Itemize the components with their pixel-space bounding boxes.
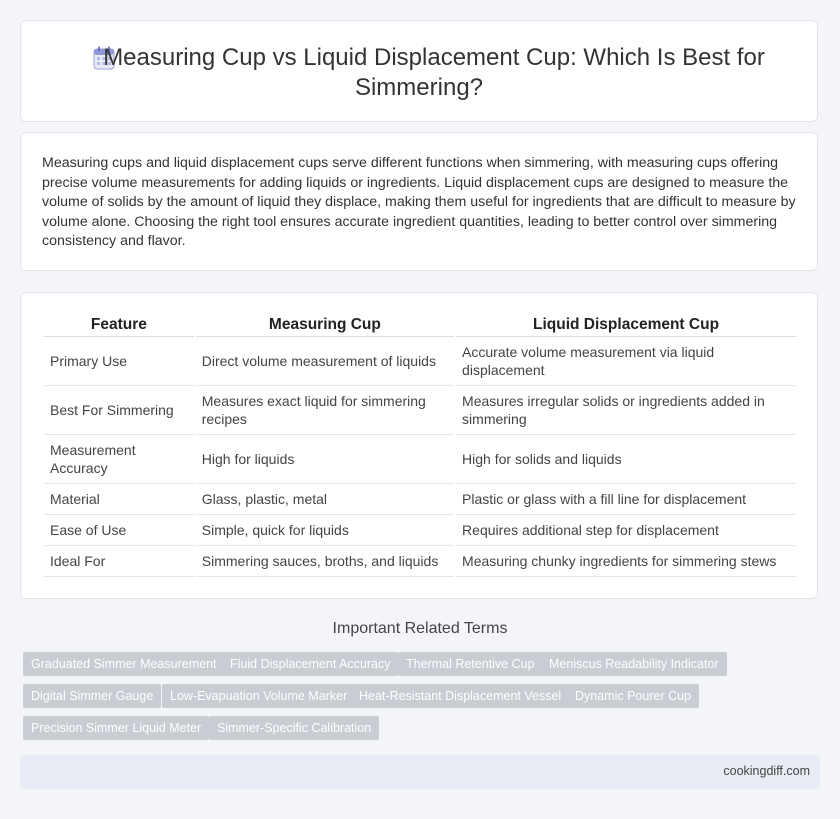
table-cell: Measuring chunky ingredients for simmering stews xyxy=(456,546,796,577)
table-cell: Measures exact liquid for simmering recipes xyxy=(196,386,454,435)
table-cell: Plastic or glass with a fill line for displacement xyxy=(456,484,796,515)
table-cell: Measures irregular solids or ingredients added in simmering xyxy=(456,386,796,435)
table-cell: Simple, quick for liquids xyxy=(196,515,454,546)
table-cell: High for solids and liquids xyxy=(456,435,796,484)
page-title-line-1: Measuring Cup vs Liquid Displacement Cup: Which Is Best for xyxy=(103,44,765,71)
header-feature: Feature xyxy=(44,314,194,337)
related-term-tag[interactable]: Fluid Displacement Accuracy xyxy=(222,652,398,676)
table-row xyxy=(44,337,796,386)
table-cell: Direct volume measurement of liquids xyxy=(196,337,454,386)
table-cell: Ideal For xyxy=(44,546,194,577)
page-title xyxy=(21,43,817,103)
related-term-tag[interactable]: Digital Simmer Gauge xyxy=(23,684,161,708)
footer-site-link[interactable]: cookingdiff.com xyxy=(723,764,810,778)
intro-text: Measuring cups and liquid displacement cups serve different functions when simmering, with measuring cups offering precise volume measurements for adding liquids or ingredients. Liquid displacement cups are designed to measure the volume of solids by the amount of liquid they displace, making them useful for ingredients that are difficult to measure by volume alone. Choosing the right tool ensures accurate ingredient quantities, leading to better control over simmering consistency and flavor. xyxy=(42,155,796,249)
table-cell: Simmering sauces, broths, and liquids xyxy=(196,546,454,577)
table-cell: Accurate volume measurement via liquid displacement xyxy=(456,337,796,386)
table-cell: Requires additional step for displacement xyxy=(456,515,796,546)
table-cell: Primary Use xyxy=(44,337,194,386)
page-title-line-2: Simmering? xyxy=(354,74,484,101)
table-cell: Material xyxy=(44,484,194,515)
table-cell: Best For Simmering xyxy=(44,386,194,435)
table-row xyxy=(44,435,796,484)
table-row xyxy=(44,386,796,435)
header-measuring-cup: Measuring Cup xyxy=(196,314,454,337)
comparison-card xyxy=(20,292,818,599)
related-term-tag[interactable]: Precision Simmer Liquid Meter xyxy=(23,716,209,740)
table-row xyxy=(44,484,796,515)
related-term-tag[interactable]: Dynamic Pourer Cup xyxy=(567,684,699,708)
related-terms-title: Important Related Terms xyxy=(332,620,508,637)
intro-card xyxy=(20,132,818,271)
footer xyxy=(20,755,820,789)
table-cell: Glass, plastic, metal xyxy=(196,484,454,515)
related-term-tag[interactable]: Heat-Resistant Displacement Vessel xyxy=(351,684,569,708)
title-card xyxy=(20,20,818,122)
related-term-tag[interactable]: Thermal Retentive Cup xyxy=(398,652,543,676)
related-term-tag[interactable]: Meniscus Readability Indicator xyxy=(541,652,727,676)
related-term-tag[interactable]: Low-Evapuation Volume Marker xyxy=(162,684,355,708)
related-term-tag[interactable]: Simmer-Specific Calibration xyxy=(209,716,379,740)
table-cell: Ease of Use xyxy=(44,515,194,546)
table-cell: High for liquids xyxy=(196,435,454,484)
header-displacement-cup: Liquid Displacement Cup xyxy=(456,314,796,337)
comparison-table xyxy=(42,314,798,577)
related-term-tag[interactable]: Graduated Simmer Measurement xyxy=(23,652,225,676)
table-cell: Measurement Accuracy xyxy=(44,435,194,484)
table-row xyxy=(44,515,796,546)
table-header-row xyxy=(44,314,796,337)
table-row xyxy=(44,546,796,577)
